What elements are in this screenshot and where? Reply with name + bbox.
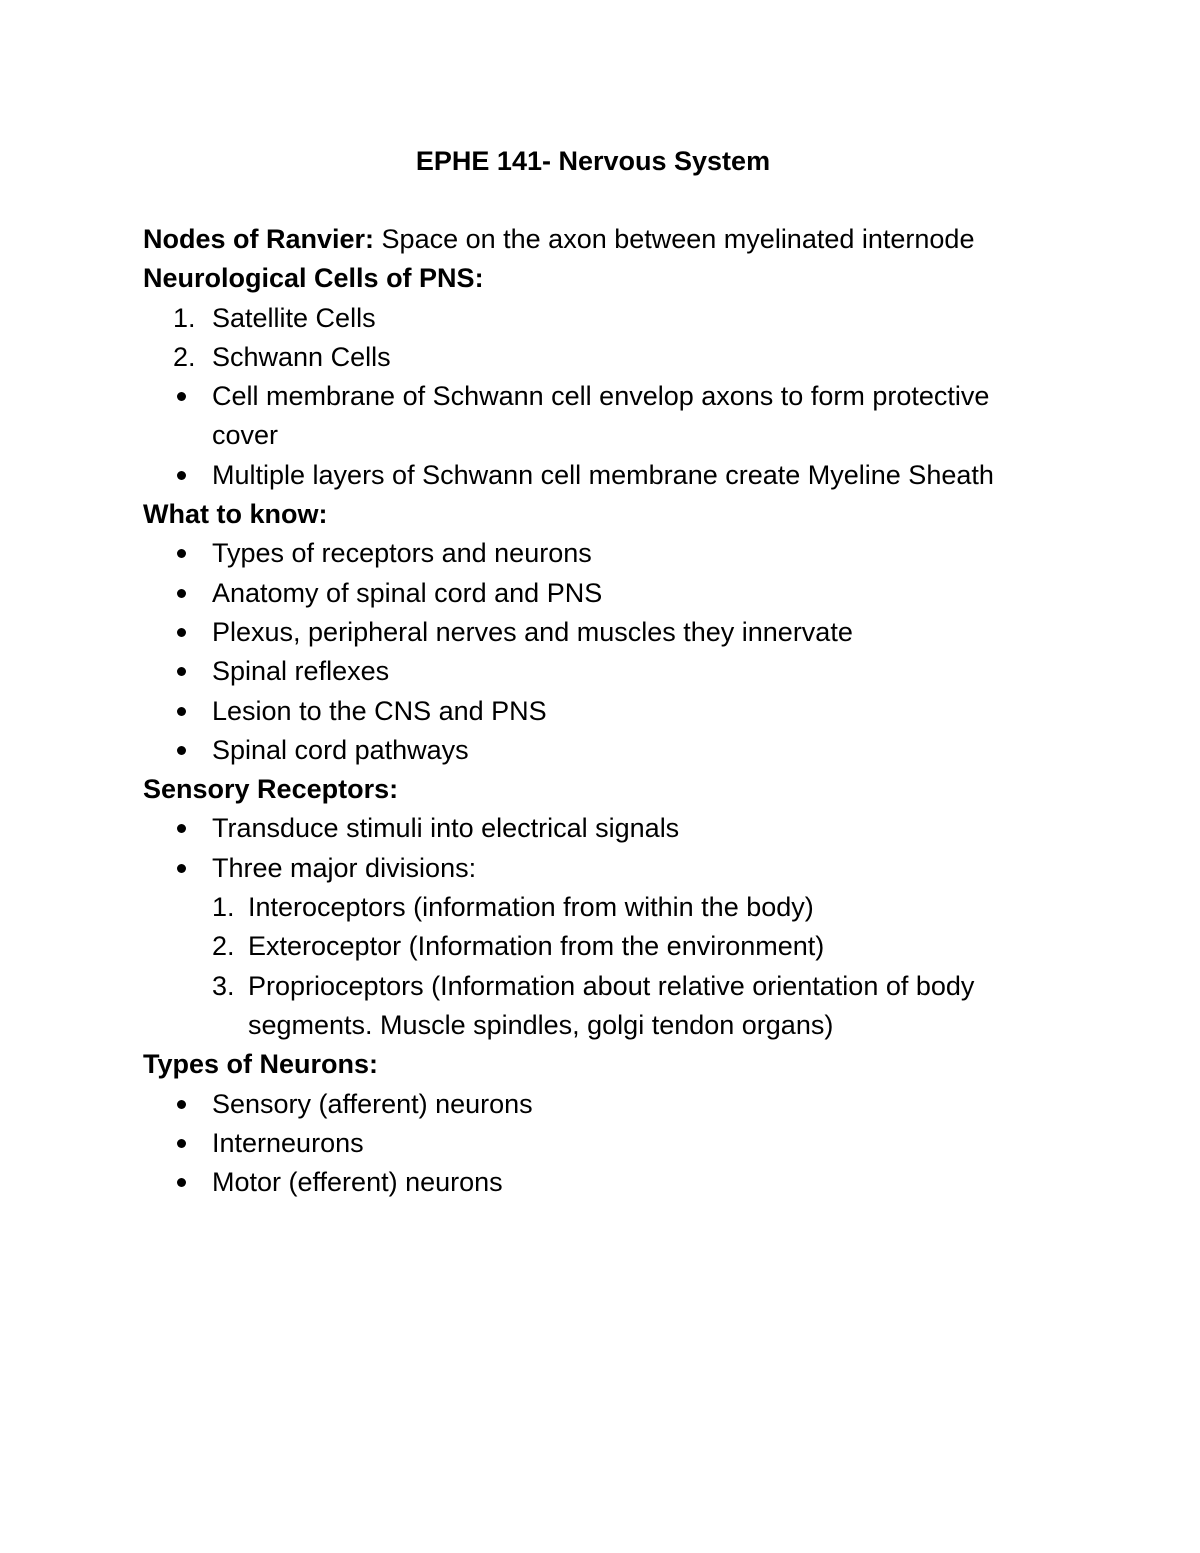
nodes-of-ranvier-line	[143, 220, 1073, 259]
bullet-icon	[177, 864, 186, 873]
bullet-icon	[177, 1178, 186, 1187]
bullet-icon	[177, 549, 186, 558]
list-item-text: Schwann Cells	[212, 341, 391, 372]
nodes-definition: Space on the axon between myelinated internode	[374, 224, 975, 254]
list-item-text: Anatomy of spinal cord and PNS	[212, 577, 603, 608]
list-item-text: Lesion to the CNS and PNS	[212, 695, 547, 726]
bullet-icon	[177, 471, 186, 480]
bullet-icon	[177, 667, 186, 676]
list-item-text: Spinal cord pathways	[212, 734, 469, 765]
list-number: 3.	[212, 970, 235, 1001]
bullet-item	[143, 652, 1073, 691]
list-number: 2.	[212, 931, 235, 962]
bullet-icon	[177, 628, 186, 637]
bullet-item	[143, 1163, 1073, 1202]
bullet-item	[143, 377, 1052, 456]
bullet-item	[143, 809, 1073, 848]
bullet-item	[143, 731, 1073, 770]
bullet-item	[143, 456, 1073, 495]
list-item-text: Interneurons	[212, 1127, 364, 1158]
section-heading-neuro-cells: Neurological Cells of PNS:	[143, 263, 484, 294]
numbered-subitem	[143, 967, 1068, 1046]
list-item-text: Satellite Cells	[212, 302, 376, 333]
bullet-item	[143, 1085, 1073, 1124]
section-heading-types-of-neurons: Types of Neurons:	[143, 1049, 379, 1080]
bullet-item	[143, 613, 1073, 652]
list-number: 1.	[173, 302, 196, 333]
list-item-text: Exteroceptor (Information from the environment)	[248, 931, 825, 962]
bullet-icon	[177, 707, 186, 716]
list-item-text: Cell membrane of Schwann cell envelop axons to form protective cover	[212, 381, 990, 451]
bullet-icon	[177, 392, 186, 401]
list-item-text: Motor (efferent) neurons	[212, 1167, 503, 1198]
numbered-subitem	[143, 888, 1073, 927]
bullet-item	[143, 692, 1073, 731]
bullet-item	[143, 1124, 1073, 1163]
bullet-icon	[177, 746, 186, 755]
bullet-item	[143, 574, 1073, 613]
bullet-icon	[177, 589, 186, 598]
list-item-text: Types of receptors and neurons	[212, 538, 592, 569]
bullet-icon	[177, 824, 186, 833]
numbered-subitem	[143, 927, 1073, 966]
list-item-text: Interoceptors (information from within the body)	[248, 892, 814, 923]
list-item-text: Multiple layers of Schwann cell membrane create Myeline Sheath	[212, 459, 994, 490]
numbered-item	[143, 338, 1073, 377]
section-heading-sensory-receptors: Sensory Receptors:	[143, 774, 399, 805]
list-item-text: Plexus, peripheral nerves and muscles they innervate	[212, 616, 853, 647]
nodes-term: Nodes of Ranvier:	[143, 224, 375, 254]
section-heading-what-to-know: What to know:	[143, 499, 328, 530]
numbered-item	[143, 299, 1073, 338]
document-body	[143, 220, 1073, 1202]
list-item-text: Transduce stimuli into electrical signals	[212, 813, 680, 844]
list-item-text: Sensory (afferent) neurons	[212, 1088, 533, 1119]
list-number: 2.	[173, 341, 196, 372]
list-number: 1.	[212, 892, 235, 923]
bullet-item	[143, 534, 1073, 573]
bullet-icon	[177, 1139, 186, 1148]
page-title: EPHE 141- Nervous System	[415, 146, 771, 176]
list-item-text: Three major divisions:	[212, 852, 477, 883]
bullet-icon	[177, 1100, 186, 1109]
list-item-text: Spinal reflexes	[212, 656, 390, 687]
list-item-text: Proprioceptors (Information about relative orientation of body segments. Muscle spindles, golgi tendon organs)	[248, 970, 975, 1040]
bullet-item	[143, 849, 1073, 888]
